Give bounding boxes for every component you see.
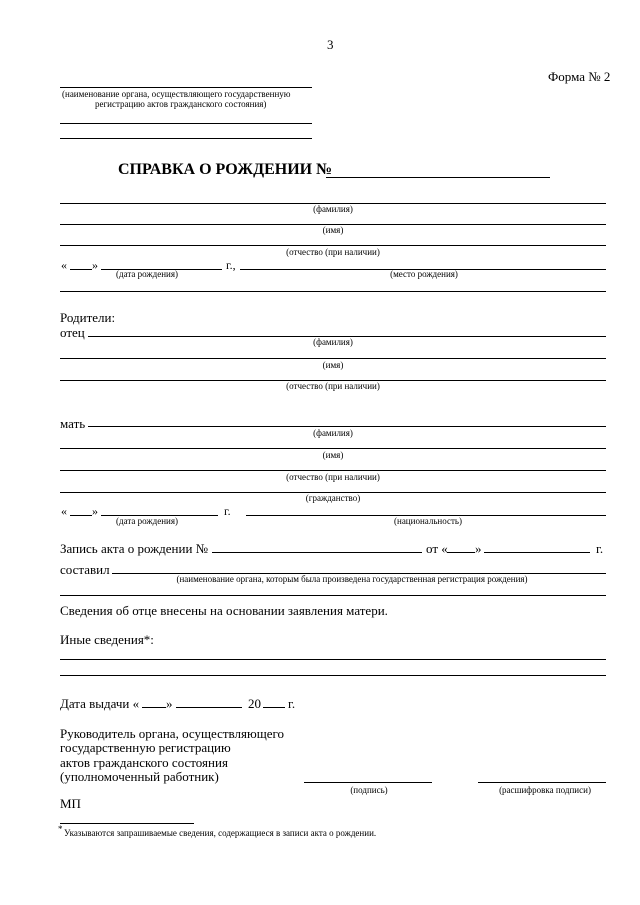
father-name-line[interactable]	[60, 358, 606, 359]
father-label: отец	[60, 325, 85, 340]
authority-line-1[interactable]	[60, 87, 312, 88]
authority-line-2[interactable]	[60, 123, 312, 124]
birth-year-suffix: г.,	[226, 258, 236, 272]
child-patronymic-line[interactable]	[60, 245, 606, 246]
page-number: 3	[327, 37, 334, 52]
birth-date-open-quote: «	[61, 258, 67, 272]
record-label: Запись акта о рождении №	[60, 541, 209, 556]
signature-line[interactable]	[304, 782, 432, 783]
document-title: СПРАВКА О РОЖДЕНИИ №	[118, 161, 333, 178]
issue-year-line[interactable]	[263, 707, 285, 708]
mother-label: мать	[60, 416, 86, 431]
head-title-line-2: государственную регистрацию	[60, 740, 231, 755]
child-patronymic-caption: (отчество (при наличии)	[286, 247, 380, 257]
registry-org-caption: (наименование органа, которым была произведена государственная регистрация рождения)	[176, 574, 528, 584]
footnote-mark: *	[58, 824, 63, 834]
authority-caption-2: регистрацию актов гражданского состояния)	[95, 99, 267, 109]
father-patronymic-caption: (отчество (при наличии)	[286, 381, 380, 391]
father-name-caption: (имя)	[322, 360, 344, 370]
footnote-text: Указываются запрашиваемые сведения, содержащиеся в записи акта о рождении.	[64, 828, 377, 838]
footnote-separator	[60, 823, 194, 824]
birth-day-line[interactable]	[70, 269, 92, 270]
mother-birth-date-caption: (дата рождения)	[116, 516, 178, 526]
mother-patronymic-line[interactable]	[60, 470, 606, 471]
issue-month-line[interactable]	[176, 707, 242, 708]
father-info-text: Сведения об отце внесены на основании заявления матери.	[60, 603, 388, 618]
mother-surname-line[interactable]	[88, 426, 606, 427]
mother-birth-open-quote: «	[61, 504, 67, 518]
other-info-line-1[interactable]	[60, 659, 606, 660]
parents-label: Родители:	[60, 310, 116, 325]
form-number: Форма № 2	[548, 69, 611, 84]
birth-date-caption: (дата рождения)	[116, 269, 178, 279]
other-info-label: Иные сведения*:	[60, 632, 154, 647]
issue-date-label: Дата выдачи «	[60, 696, 140, 711]
certificate-number-line[interactable]	[326, 177, 550, 178]
issue-close-quote: »	[166, 696, 173, 711]
signature-decoding-caption: (расшифровка подписи)	[499, 785, 591, 795]
father-surname-caption: (фамилия)	[313, 337, 353, 347]
mother-birth-close-quote: »	[92, 504, 98, 518]
issue-year-suffix: г.	[288, 696, 296, 711]
mother-name-line[interactable]	[60, 448, 606, 449]
signature-decoding-line[interactable]	[478, 782, 606, 783]
stamp-label: МП	[60, 796, 81, 811]
composed-label: составил	[60, 562, 110, 577]
record-year-suffix: г.	[596, 541, 604, 556]
mother-birth-year-suffix: г.	[224, 504, 231, 518]
signature-caption: (подпись)	[350, 785, 388, 795]
mother-patronymic-caption: (отчество (при наличии)	[286, 472, 380, 482]
composed-org-line-2[interactable]	[60, 595, 606, 596]
birth-date-close-quote: »	[92, 258, 98, 272]
birth-place-caption: (место рождения)	[390, 269, 458, 279]
mother-surname-caption: (фамилия)	[313, 428, 353, 438]
head-title-line-1: Руководитель органа, осуществляющего	[60, 726, 284, 741]
mother-birth-day-line[interactable]	[70, 515, 92, 516]
authority-line-3[interactable]	[60, 138, 312, 139]
mother-name-caption: (имя)	[322, 450, 344, 460]
issue-year-prefix: 20	[248, 696, 261, 711]
issue-day-line[interactable]	[142, 707, 166, 708]
record-close-quote: »	[475, 541, 482, 556]
birth-place-line-2[interactable]	[60, 291, 606, 292]
head-title-line-4: (уполномоченный работник)	[60, 769, 219, 784]
record-month-line[interactable]	[484, 552, 590, 553]
other-info-line-2[interactable]	[60, 675, 606, 676]
child-name-caption: (имя)	[322, 225, 344, 235]
nationality-caption: (национальность)	[394, 516, 462, 526]
head-title-line-3: актов гражданского состояния	[60, 755, 228, 770]
authority-caption-1: (наименование органа, осуществляющего государственную	[62, 89, 291, 99]
child-surname-caption: (фамилия)	[313, 204, 353, 214]
record-from-label: от «	[426, 541, 448, 556]
record-day-line[interactable]	[447, 552, 475, 553]
citizenship-caption: (гражданство)	[305, 493, 361, 503]
record-number-line[interactable]	[212, 552, 422, 553]
